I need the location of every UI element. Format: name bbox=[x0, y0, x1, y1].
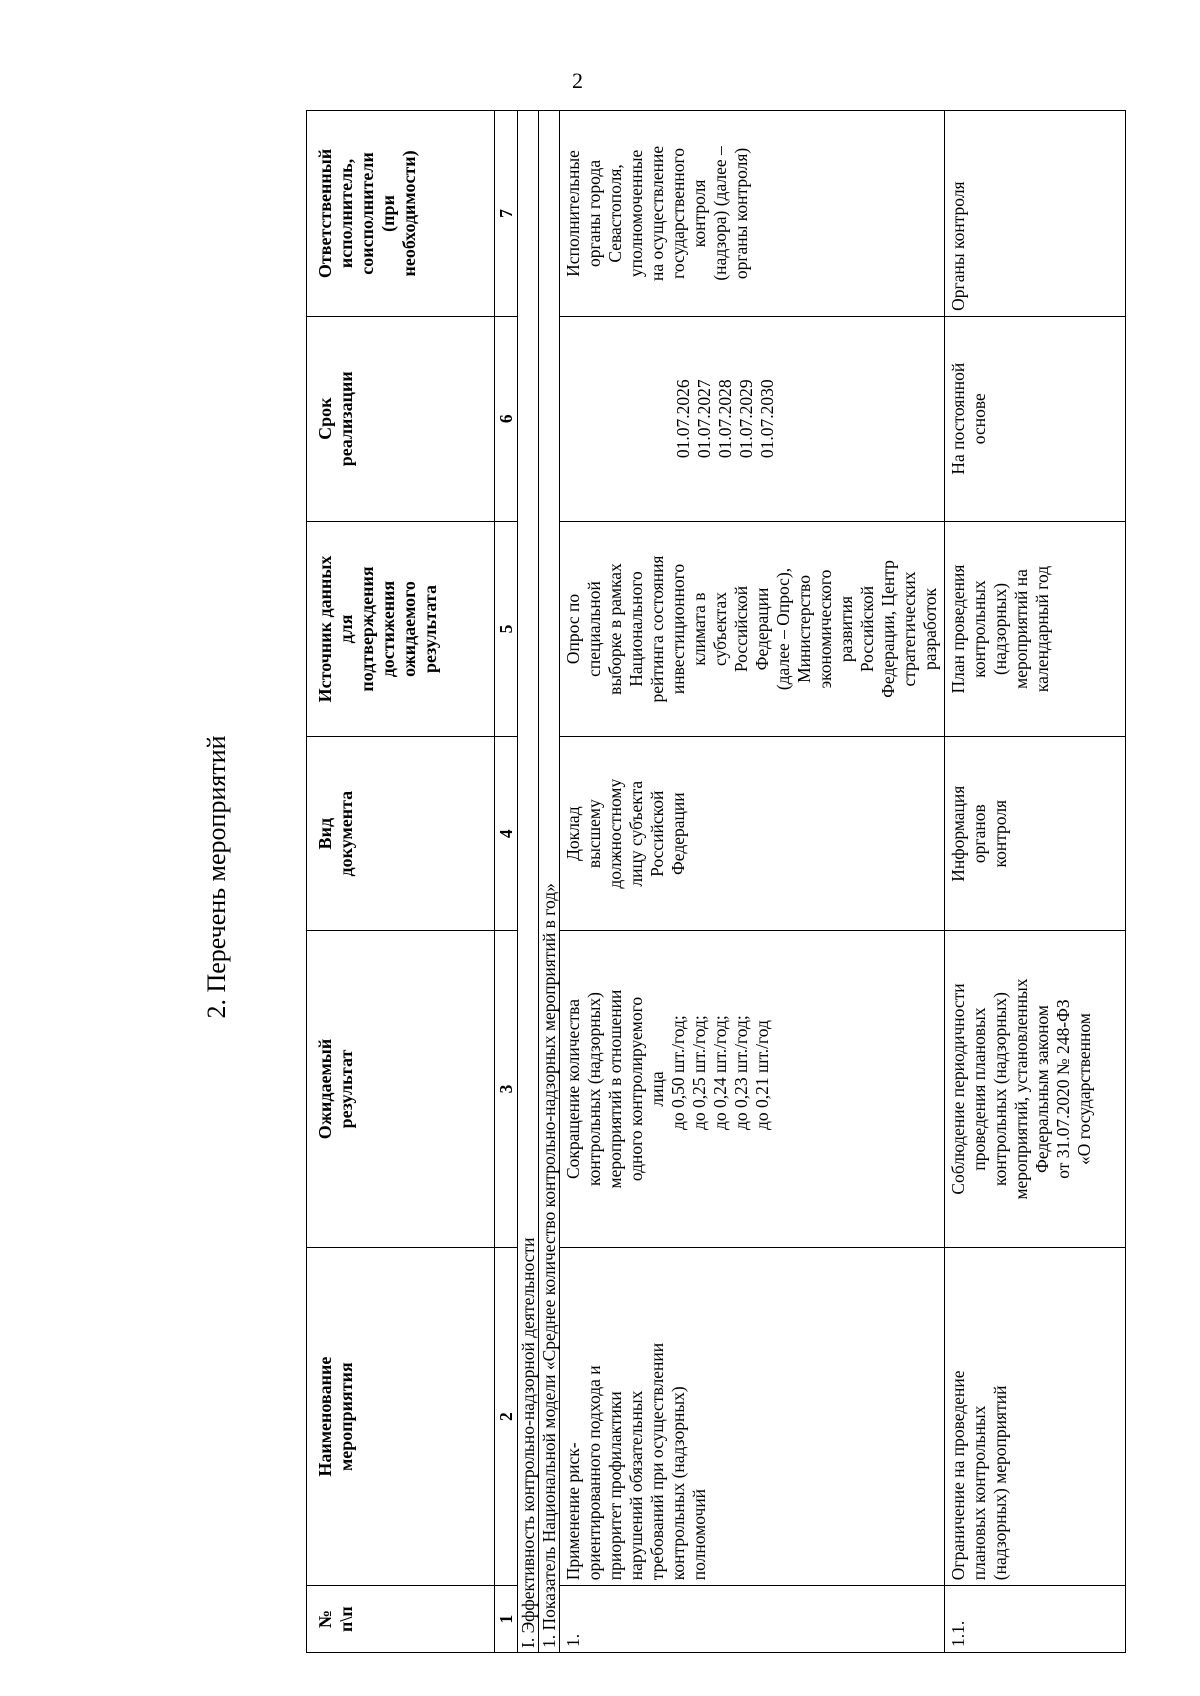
column-number: 3 bbox=[495, 930, 518, 1247]
expected-result bbox=[560, 930, 945, 1247]
document-type: Доклад высшему должностному лицу субъекта Российской Федерации bbox=[560, 737, 945, 931]
table-row bbox=[560, 111, 945, 1653]
column-number: 5 bbox=[495, 521, 518, 737]
table-row bbox=[945, 111, 1126, 1653]
column-number-row bbox=[495, 111, 518, 1653]
header-cell: Наименование мероприятия bbox=[307, 1248, 495, 1586]
row-number: 1. bbox=[560, 1586, 945, 1653]
column-number: 6 bbox=[495, 316, 518, 521]
header-row bbox=[307, 111, 495, 1653]
document-type: Информация органов контроля bbox=[945, 737, 1126, 931]
expected-result-text: Сокращение количества контрольных (надзорных) мероприятий в отношении одного контролируемого лица bbox=[563, 989, 667, 1189]
expected-result-targets: до 0,50 шт./год; до 0,25 шт./год; до 0,24 шт./год; до 0,23 шт./год; до 0,21 шт./год bbox=[668, 1015, 772, 1131]
event-name: Применение риск- ориентированного подхода и приоритет профилактики нарушений обязательных требований при осуществлении контрольных (надзорных) полномочий bbox=[560, 1248, 945, 1586]
event-name: Ограничение на проведение плановых контрольных (надзорных) мероприятий bbox=[945, 1248, 1126, 1586]
section-row bbox=[518, 111, 539, 1653]
column-number: 4 bbox=[495, 737, 518, 931]
column-number: 7 bbox=[495, 111, 518, 317]
section-heading: I. Эффективность контрольно-надзорной деятельности bbox=[518, 111, 539, 1653]
events-table bbox=[306, 110, 1126, 1653]
subsection-row bbox=[539, 111, 560, 1653]
section-title: 2. Перечень мероприятий bbox=[202, 735, 231, 1019]
deadline-dates: 01.07.2026 01.07.2027 01.07.2028 01.07.2029 01.07.2030 bbox=[673, 379, 777, 459]
subsection-heading: 1. Показатель Национальной модели «Среднее количество контрольно-надзорных мероприятий в год» bbox=[539, 111, 560, 1653]
column-number: 2 bbox=[495, 1248, 518, 1586]
header-cell: Вид документа bbox=[307, 737, 495, 931]
header-cell: № п\п bbox=[307, 1586, 495, 1653]
deadline: На постоянной основе bbox=[945, 316, 1126, 521]
deadline-cell bbox=[560, 316, 945, 521]
responsible: Исполнительные органы города Севастополя, уполномоченные на осуществление государственного контроля (надзора) (далее – органы контроля) bbox=[560, 111, 945, 317]
header-cell: Срок реализации bbox=[307, 316, 495, 521]
data-source: План проведения контрольных (надзорных) мероприятий на календарный год bbox=[945, 521, 1126, 737]
header-cell: Ответственный исполнитель, соисполнители (при необходимости) bbox=[307, 111, 495, 317]
column-number: 1 bbox=[495, 1586, 518, 1653]
row-number: 1.1. bbox=[945, 1586, 1126, 1653]
rotated-page-content bbox=[200, 101, 1160, 1653]
expected-result: Соблюдение периодичности проведения плановых контрольных (надзорных) мероприятий, установленных Федеральным законом от 31.07.2020 № 248-ФЗ «О государственном bbox=[945, 930, 1126, 1247]
responsible: Органы контроля bbox=[945, 111, 1126, 317]
header-cell: Ожидаемый результат bbox=[307, 930, 495, 1247]
page-number: 2 bbox=[572, 68, 583, 93]
header-cell: Источник данных для подтверждения достижения ожидаемого результата bbox=[307, 521, 495, 737]
data-source: Опрос по специальной выборке в рамках Национального рейтинга состояния инвестиционного климата в субъектах Российской Федерации (далее – Опрос), Министерство экономического развития Российской Федерации, Центр стратегических разработок bbox=[560, 521, 945, 737]
